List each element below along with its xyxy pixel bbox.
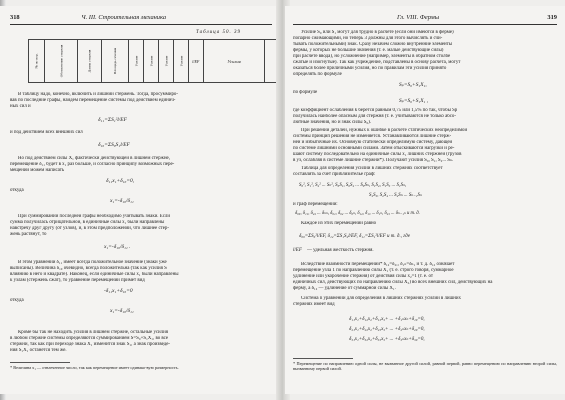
footnote-rule	[10, 362, 70, 363]
paragraph-line: — удельная жесткость стержня.	[307, 248, 374, 253]
paragraph-line: получилась наиболее опасным для стержня (т. е. учитываются не только абсо-	[293, 114, 456, 119]
paragraph-line: и под действием всех внешних сил	[10, 130, 83, 135]
equation-system-row: δ₃₁x₁+δ₃₂x₂+δ₃₃x₃+ ... +δ₃ₙxₙ+δ₃₀=0,	[349, 337, 425, 342]
formula-lef: l/EF	[293, 248, 302, 253]
paragraph-line: по системе лишними основными силами. Затем отыскиваются нагрузки и ре-	[293, 146, 455, 151]
paragraph-line: Но под действием силы X₁ фактически действующей в лишнем стержне,	[18, 156, 170, 161]
paragraph-line: влиянию в него и квадрате). Наконец, если единичные силы x₁ были направлены	[10, 272, 179, 277]
paragraph-line: вав по последние графы, найдем перемещение системы под действием единич-	[10, 98, 176, 103]
paragraph-line: где коэффициент ослабления k берется равным 0,75 или 1,5% по так, чтобы Sp	[293, 108, 458, 113]
paragraph-line: по формуле	[293, 90, 318, 95]
paragraph-line: в любом стержне системы определяются суммированием S=S₀+S₁X₁, во все	[10, 336, 169, 341]
table-header-cell: Усилие	[174, 40, 189, 83]
data-table	[28, 39, 280, 83]
paragraph-line: В таблицу надо, конечно, включить и лишний стержень. Тогда, просуммиро-	[18, 92, 179, 97]
header-rule	[10, 24, 272, 25]
paragraph-line: к узлам (стержень сжат), то уравнение перемещений примет вид	[10, 278, 145, 283]
paragraph-line: фермы, у которых не большие значения (т. е. малые действующие силы)	[293, 48, 444, 53]
formula-neg: x₁=-δ₁₀/δ₁₁ .	[104, 244, 131, 250]
formula-sp1: Sₚ=S₀+S₁X₁,	[399, 82, 427, 88]
paragraph-line: и граф перемещений:	[293, 202, 338, 207]
paragraph-line: при расчете ввода), но усложнение (например, элементы в обратном столбе	[293, 54, 451, 59]
footnote-rule	[293, 358, 353, 359]
table-header-cell: l/EF	[188, 40, 203, 83]
table-header-cell: Площадь сечения	[102, 40, 129, 83]
formula-x1: x₁=-δ₁₀/δ₁₁	[110, 198, 134, 204]
paragraph-line: единичных сил, действующих по направлению силы X₂) во всех внешних сил, действующих на	[293, 280, 493, 285]
table-header-cell: Усилие	[144, 40, 159, 83]
right-page	[285, 6, 565, 394]
left-page	[0, 6, 280, 394]
right-page-header	[293, 14, 557, 21]
paragraph-line: В этом уравнении δ₁₁ имеет всегда положительное значение (знаки уже	[18, 260, 167, 265]
paragraph-line: Таблица для определения усилий в лишних стержнях соответствует	[301, 166, 443, 171]
paragraph-line: лютные значения, но и знак силы S₀).	[293, 120, 372, 125]
paragraph-line: оказаться более приличными усилия, но по правилам эти усилия принято	[293, 66, 447, 71]
paragraph-line: сумма получилась отрицательной, в единичные силы x₁ были направлены	[10, 220, 165, 225]
paragraph-line: жень растянут, то	[10, 232, 47, 237]
page-number: 319	[547, 14, 557, 21]
paragraph-line: Каждое из этих перемещений равно	[301, 221, 377, 226]
paragraph-line: При суммировании последней графы необходимо учитывать знаки. Если	[18, 214, 170, 219]
paragraph-line: перемещение узла 1 по направлению силы X₁ (т. е. строго говоря, суммарное	[293, 268, 454, 273]
header-rule	[293, 24, 557, 25]
paragraph-line: Система n уравнений для определения в лишних стержнях усилий в лишних	[301, 296, 461, 301]
paragraph-line: в уз, ослабляя в системе лишние стержни*). Получают усилия S₀, S₁, S₂... Sₙ.	[293, 158, 454, 163]
equation-system-row: δ₁₁x₁+δ₁₂x₂+δ₁₃x₃+ ... +δ₁ₙxₙ+δ₁₀=0,	[349, 317, 425, 322]
paragraph-line: ния S₁X₁ останется тем же.	[10, 348, 67, 353]
paragraph-line: удлинение или укорочение стержня) от действия силы x₂=1 (т. е. от	[293, 274, 434, 279]
paragraph-line: сжатые и изогнутые). Так как учреждение, подставлены в основу расчета, могут	[293, 60, 461, 65]
formula-rhs: -δ₁₁x₁+δ₁₀=0	[104, 288, 133, 294]
paragraph-line: системы принцип решения не изменяется. Устанавливаются лишние стерж-	[293, 134, 452, 139]
paragraph-line: откуда	[10, 188, 24, 193]
formula-row: S₂S₃, S₂S₄ ... S₂Sₙ ... Sₙ₋₁Sₙ	[369, 193, 422, 198]
table-header-cell: Обозначение стержня	[44, 40, 78, 83]
paragraph-line: Кроме бы так не находить усилия в лишнем стержне, остальные усилия	[18, 330, 168, 335]
paragraph-line: определять по формуле	[293, 72, 342, 77]
table-header-cell: Усилие	[129, 40, 144, 83]
footnote: * Перемещение по направлению одной силы, не вызванное другой силой, равной первой, равно перемещению по направлению второй силы, вызванному первой силой.	[293, 361, 557, 372]
paragraph-line: Вследствие взаимности перемещений* δ₁₂=δ₂₁, δ₁ₙ=δₙ₁ и т. д. δ₁₂ означает	[301, 262, 455, 267]
equation-system-row: δ₂₁x₁+δ₂₂x₂+δ₂₃x₃+ ... +δ₂ₙxₙ+δ₂₀=0,	[349, 327, 425, 332]
paragraph-line: откуда	[10, 298, 24, 303]
formula-each: δ₀₀=ΣS₀²l/EF, δ₁₂=ΣS₁S₂l/EF, δ₁₁=ΣS₁²l/EF и т. д., где	[299, 234, 410, 239]
paragraph-line: перемещение δ₁₁ будет в x₁ раз больше, и согласно принципу возможных пере-	[10, 162, 175, 167]
paragraph-line: навстречу друг другу (от узлов), и, в этом предположении, что лишнее стер-	[10, 226, 169, 231]
table-caption: Таблица 50. 39	[196, 30, 241, 35]
left-page-header	[10, 14, 166, 21]
formula-delta11: δ₁₁=ΣS₁²l/EF	[98, 117, 127, 123]
running-head: Гл. VIII. Фермы	[397, 14, 440, 21]
formula-eq: δ₁₁x₁+δ₁₀=0,	[106, 178, 135, 184]
paragraph-line: тывать положительными) знак. Сразу незачем сложно внутренние элементы	[293, 42, 453, 47]
formula-row: S₀², S₁², S₂² ... Sₙ², S₀S₁, S₀S₂ ... S₀Sₙ, S₁S₂, S₁S₃ ... S₁Sₙ,	[299, 183, 407, 188]
paragraph-line: ных сил и	[10, 104, 31, 109]
table-header-cell: Длина стержня	[78, 40, 102, 83]
table-header-cell: Усилия	[203, 40, 265, 83]
paragraph-line: стержни, так как при переходе знака X₁ изменится знак S₁, а знак произведе-	[10, 342, 171, 347]
paragraph-line: выписаны). Величина δ₁₀ очевидно, всегда положительна (так как усилия S	[10, 266, 167, 271]
paragraph-line: попарно сжимающими, но теперь 3 должны для этого вычислять и счи-	[293, 36, 443, 41]
paragraph-line: ней и избыточные их. Основную статически определимую систему, дающей	[293, 140, 453, 145]
paragraph-line: Усилие S₀ или S₁ могут для трудно в расчете (если они имеются в ферме)	[301, 30, 454, 35]
running-head: Ч. III. Строительная механика	[81, 14, 167, 21]
paragraph-line: стержнях имеет вид	[293, 302, 335, 307]
paragraph-line: ферму, а δ₁₂ — удлинение от суммарной силы X₁.	[293, 286, 396, 291]
footnote: * Величина x₁ — отвлеченное число, так как перемещение имеет одинако-вую размерность.	[10, 365, 179, 370]
formula-delta10: δ₁₀=ΣS₀S₁l/EF	[98, 142, 130, 148]
paragraph-line: шают систему последовательно на единичные силы x₁ лишних стержней (грузов	[293, 152, 462, 157]
paragraph-line: При решении деталей, нужных к ошибке в расчёте статических неопределимой	[301, 128, 468, 133]
formula-row: δ₀₀, δ₁₁, δ₂₂ ... δₙₙ, δ₀₁, δ₀₂ ... δ₀ₙ, δ₁₂, δ₁₃ ... δ₁ₙ, δ₂₃ ... δₙ₋₁ₙ и т. д.	[295, 211, 420, 216]
table-header-cell: № по пор.	[29, 40, 45, 83]
formula-sp2: Sₚ=S₀+S₁X₁ ,	[399, 98, 429, 104]
page-number: 318	[10, 14, 20, 21]
formula-x1-2: x₁=-δ₁₀/δ₁₁	[110, 308, 134, 314]
table-header-cell: Усилие	[159, 40, 174, 83]
paragraph-line: составлять за счёт приблизителье граф:	[293, 172, 376, 177]
paragraph-line: мещений можем написать	[10, 168, 65, 173]
